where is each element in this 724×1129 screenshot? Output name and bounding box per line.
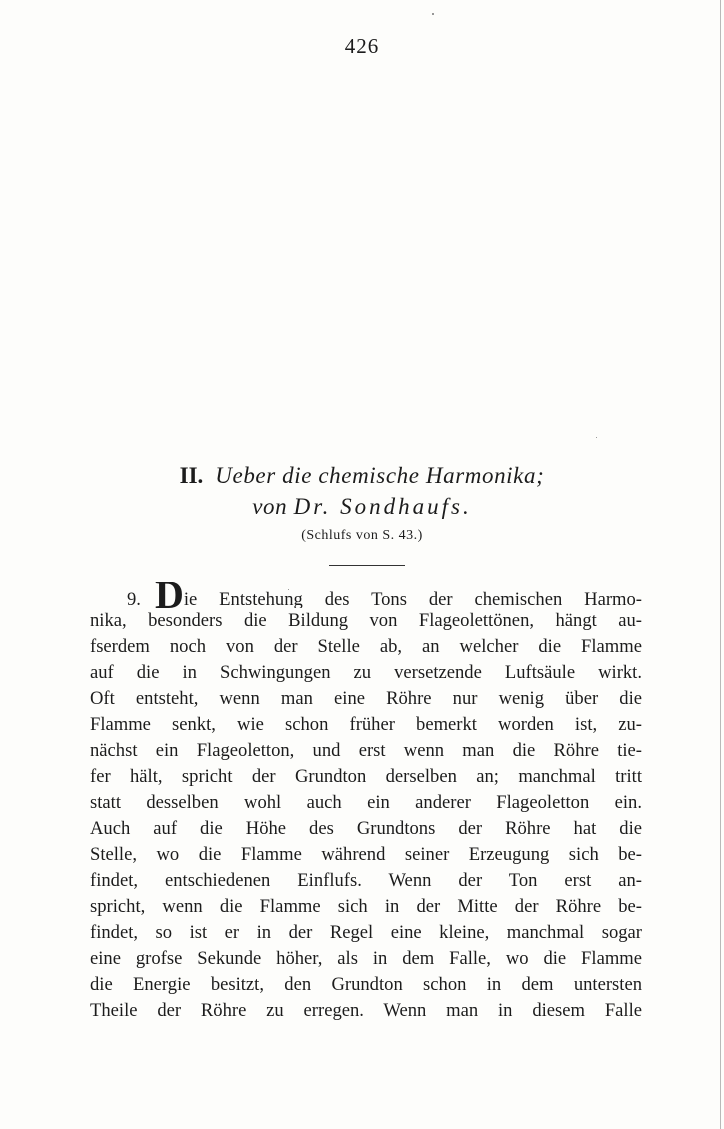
text-line-content: ie Entstehung des Tons der chemischen Harmo- (183, 589, 642, 608)
continuation-note: (Schlufs von S. 43.) (301, 528, 423, 543)
text-line: Auch auf die Höhe des Grundtons der Röhre hat die (90, 818, 642, 839)
author-name: Dr. Sondhaufs. (293, 494, 472, 519)
page-number: 426 (344, 34, 380, 58)
author-prefix: von (252, 494, 288, 519)
section-divider (329, 565, 405, 566)
text-line: findet, entschiedenen Einflufs. Wenn der Ton erst an- (90, 870, 642, 891)
text-line: spricht, wenn die Flamme sich in der Mitte der Röhre be- (90, 896, 642, 917)
text-line: Stelle, wo die Flamme während seiner Erzeugung sich be- (90, 844, 642, 865)
text-line: fer hält, spricht der Grundton derselben an; manchmal tritt (90, 766, 642, 787)
article-heading (0, 460, 724, 550)
heading-numeral: II. (179, 463, 204, 488)
heading-author-line (0, 492, 724, 522)
text-line: eine grofse Sekunde höher, als in dem Falle, wo die Flamme (90, 948, 642, 969)
text-line: Flamme senkt, wie schon früher bemerkt worden ist, zu- (90, 714, 642, 735)
section-body (90, 582, 642, 1024)
text-line: nika, besonders die Bildung von Flageolettönen, hängt au- (90, 610, 642, 631)
text-line: statt desselben wohl auch ein anderer Flageoletton ein. (90, 792, 642, 813)
text-line: Theile der Röhre zu erregen. Wenn man in diesem Falle (90, 1000, 642, 1021)
section-number: 9. (127, 589, 141, 608)
text-line: auf die in Schwingungen zu versetzende Luftsäule wirkt. (90, 662, 642, 683)
heading-title-line (0, 460, 724, 492)
heading-title: Ueber die chemische Harmonika; (215, 463, 545, 488)
print-speck (596, 437, 597, 438)
text-line: die Energie besitzt, den Grundton schon in dem untersten (90, 974, 642, 995)
print-speck (432, 13, 434, 15)
text-line: Oft entsteht, wenn man eine Röhre nur wenig über die (90, 688, 642, 709)
text-line: nächst ein Flageoletton, und erst wenn man die Röhre tie- (90, 740, 642, 761)
text-line (90, 582, 642, 608)
page-edge-line (720, 0, 721, 1129)
drop-initial: D (154, 582, 184, 608)
text-line: findet, so ist er in der Regel eine kleine, manchmal sogar (90, 922, 642, 943)
text-line: fserdem noch von der Stelle ab, an welcher die Flamme (90, 636, 642, 657)
